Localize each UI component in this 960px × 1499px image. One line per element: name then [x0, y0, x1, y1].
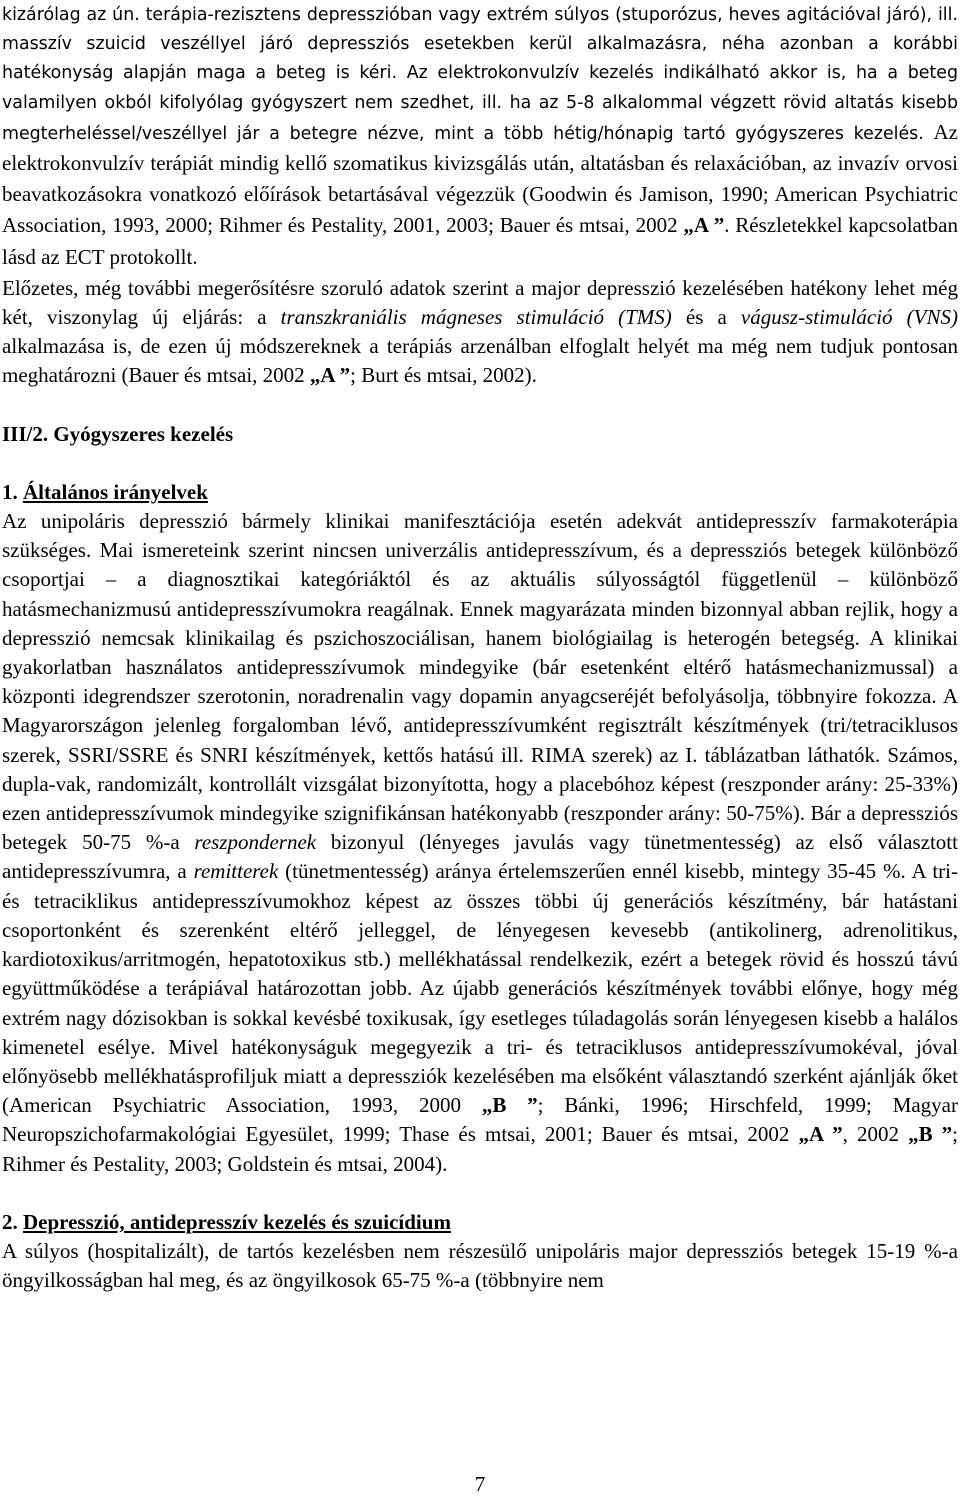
subsection-heading-1 — [2, 478, 958, 507]
guidelines-text-2: bizonyul (lényeges javulás vagy tünetmentesség) az első választott antidepresszívumra, a — [2, 830, 958, 884]
ect-paragraph-lead — [2, 0, 958, 274]
evidence-grade-a: „A ” — [798, 1122, 843, 1147]
tms-term: transzkraniális mágneses stimuláció (TMS) — [280, 305, 672, 330]
evidence-grade-b: „B ” — [481, 1093, 538, 1118]
vns-term: vágusz-stimuláció (VNS) — [740, 305, 958, 330]
suicide-paragraph — [2, 1237, 958, 1295]
guidelines-text-4: ; Bánki, 1996; Hirschfeld, 1999; Magyar Neuropszichofarmakológiai Egyesület, 1999; Thase és mtsai, 2001; Bauer és mtsai, 2002 — [2, 1093, 958, 1147]
spacer — [2, 1179, 958, 1208]
evidence-grade-b: „B ” — [908, 1122, 953, 1147]
tms-part4: ; Burt és mtsai, 2002). — [350, 363, 537, 388]
evidence-grade-a: „A ” — [309, 363, 351, 388]
spacer — [2, 391, 958, 420]
subsection-number: 1. — [2, 479, 18, 504]
remitter-term: remitterek — [193, 859, 279, 884]
tms-part2: és a — [671, 305, 741, 330]
ect-lead-text: kizárólag az ún. terápia-rezisztens depresszióban vagy extrém súlyos (stuporózus, heves agitációval járó), ill. masszív szuicid veszéllyel járó depressziós esetekben kerül alkalmazásra, néha azonban a korábbi hatékonyság alapján maga a beteg is kéri. Az elektrokonvulzív kezelés indikálható akkor is, ha a beteg valamilyen okból kifolyólag gyógyszert nem szedhet, ill. ha az 5-8 alkalommal végzett rövid altatás kisebb megterheléssel/veszéllyel jár a betegre nézve, mint a több hétig/hónapig tartó gyógyszeres kezelés. — [2, 5, 958, 144]
ect-body-text: Az elektrokonvulzív terápiát mindig kellő szomatikus kivizsgálás után, altatásban és relaxációban, az invazív orvosi beavatkozásokra vonatkozó előírások betartásával végezzük (Goodwin és Jamison, 1990; American Psychiatric Association, 1993, 2000; Rihmer és Pestality, 2001, 2003; Bauer és mtsai, 2002 — [2, 119, 958, 238]
guidelines-text-5: , 2002 — [842, 1122, 909, 1147]
general-guidelines-paragraph — [2, 507, 958, 1179]
subsection-title: Depresszió, antidepresszív kezelés és szuicídium — [23, 1209, 451, 1234]
guidelines-text-6: ; Rihmer és Pestality, 2003; Goldstein és mtsai, 2004). — [2, 1122, 959, 1176]
section-heading: III/2. Gyógyszeres kezelés — [2, 421, 234, 446]
subsection-heading-2 — [2, 1208, 958, 1237]
tms-part1: Előzetes, még további megerősítésre szoruló adatok szerint a major depresszió kezelésében hatékony lehet még két, viszonylag új eljárás: a — [2, 275, 958, 330]
ect-tail-text: . Részletekkel kapcsolatban lásd az ECT protokollt. — [2, 213, 959, 269]
page-number: 7 — [474, 1472, 486, 1496]
subsection-title: Általános irányelvek — [23, 479, 208, 504]
suicide-text: A súlyos (hospitalizált), de tartós kezelésben nem részesülő unipoláris major depressziós betegek 15-19 %-a öngyilkosságban hal meg, és az öngyilkosok 65-75 %-a (többnyire nem — [2, 1238, 958, 1293]
spacer — [2, 449, 958, 478]
responder-term: reszpondernek — [194, 830, 317, 855]
tms-paragraph — [2, 274, 958, 391]
guidelines-text-1: Az unipoláris depresszió bármely klinikai manifesztációja esetén adekvát antidepresszív farmakoterápia szükséges. Mai ismereteink szerint nincsen univerzális antidepresszívum, és a depressziós betegek különböző csoportjai – a diagnosztikai kategóriáktól és az aktuális súlyosságtól függetlenül – különböző hatásmechanizmusú antidepresszívumokra reagálnak. Ennek magyarázata minden bizonnyal abban rejlik, hogy a depresszió nemcsak klinikailag és pszichoszociálisan, hanem biológiailag is heterogén betegség. A klinikai gyakorlatban használatos antidepresszívumok mindegyike (bár esetenként eltérő hatásmechanizmussal) a központi idegrendszer szerotonin, noradrenalin vagy dopamin anyagcseréjét befolyásolja, többnyire fokozza. A Magyarországon jelenleg forgalomban lévő, antidepresszívumként regisztrált készítmények (tri/tetraciklusos szerek, SSRI/SSRE és SNRI készítmények, kettős hatású ill. RIMA szerek) az I. táblázatban láthatók. Számos, dupla-vak, randomizált, kontrollált vizsgálat bizonyította, hogy a placebóhoz képest (reszponder arány: 25-33%) ezen antidepresszívumok mindegyike szignifikánsan hatékonyabb (reszponder arány: 50-75%). Bár a depressziós betegek 50-75 %-a — [2, 509, 958, 855]
evidence-grade-a: „A ” — [683, 213, 725, 238]
tms-part3: alkalmazása is, de ezen új módszereknek a terápiás arzenálban elfoglalt helyét ma még nem tudjuk pontosan meghatározni (Bauer és mtsai, 2002 — [2, 334, 958, 388]
subsection-number: 2. — [2, 1209, 18, 1234]
guidelines-text-3: (tünetmentesség) aránya értelemszerűen ennél kisebb, mintegy 35-45 %. A tri- és tetraciklikus antidepresszívumokhoz képest az összes többi új generációs készítmény, bár hatástani csoportonként és szerenként eltérő jelleggel, de lényegesen kevesebb (antikolinerg, adrenolitikus, kardiotoxikus/arritmogén, hepatotoxikus stb.) mellékhatással rendelkezik, ezért a betegek rövid és hosszú távú együttműködése a terápiával határozottan jobb. Az újabb generációs készítmények további előnye, hogy még extrém nagy dózisokban is sokkal kevésbé toxikusak, így esetleges túladagolás során lényegesen kisebb a halálos kimenetel esélye. Mivel hatékonyságuk megegyezik a tri- és tetraciklusos antidepresszívumokéval, jóval előnyösebb mellékhatásprofiljuk miatt a depressziók kezelésében ma elsőként választandó szerként ajánlják őket (American Psychiatric Association, 1993, 2000 — [2, 859, 958, 1118]
